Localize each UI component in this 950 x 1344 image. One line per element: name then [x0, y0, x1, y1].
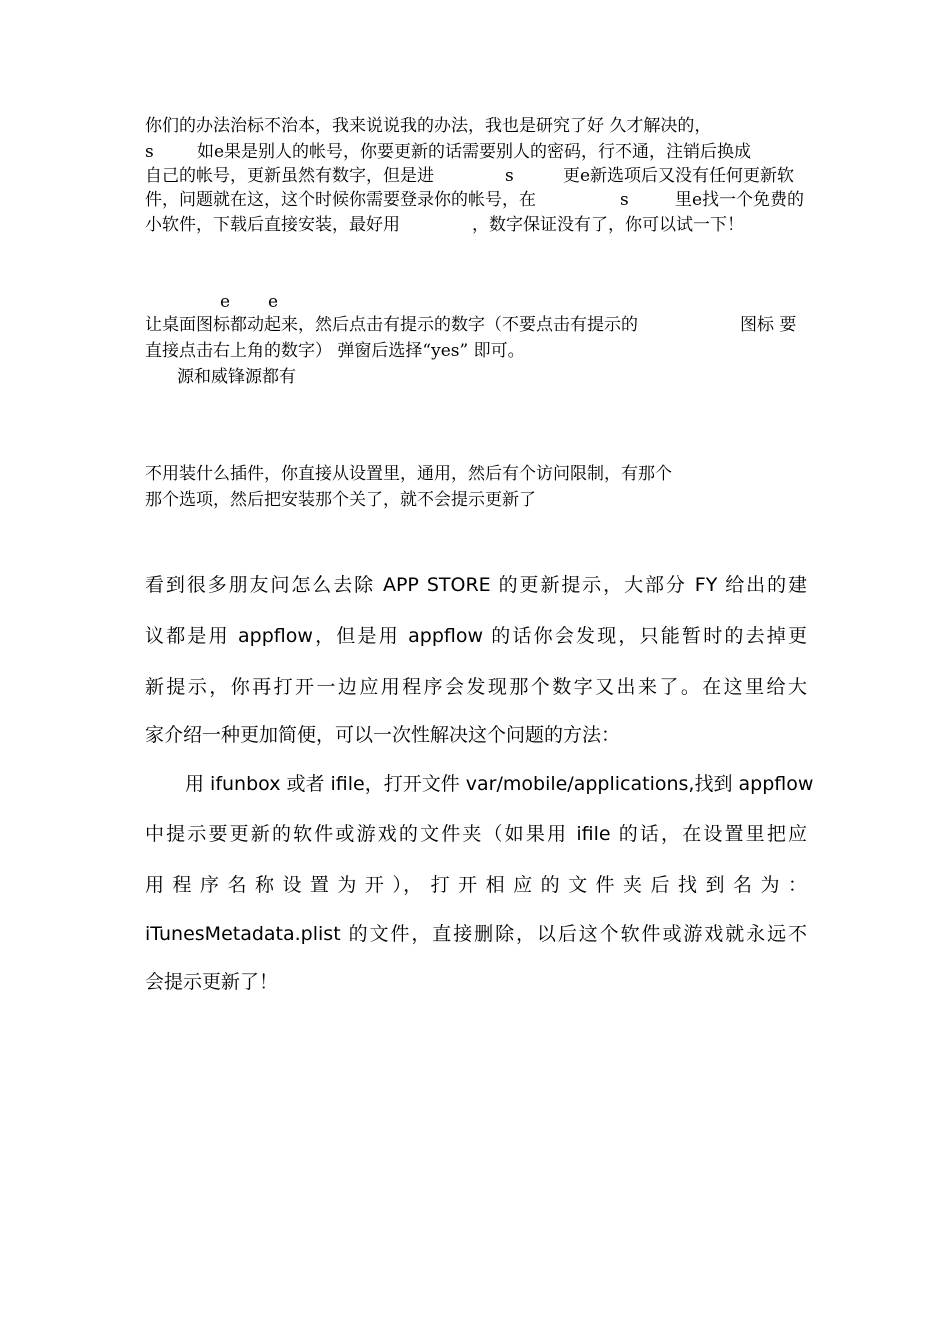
s2-line-2: 直接点击右上角的数字） 弹窗后选择“yes” 即可。 — [145, 341, 525, 361]
s3-line-1: 不用装什么插件，你直接从设置里，通用，然后有个访问限制，有那个 — [145, 464, 672, 484]
s4-p2-line-2: 中提示要更新的软件或游戏的文件夹（如果用 ifile 的话，在设置里把应 — [145, 823, 807, 845]
s4-p2-line-4: iTunesMetadata.plist 的文件，直接删除，以后这个软件或游戏就永远不 — [145, 923, 807, 945]
s2-fragment-e2: e — [268, 292, 279, 312]
s1-line-5: 小软件，下载后直接安装，最好用 — [145, 215, 400, 235]
s4-p2-line-5: 会提示更新了！ — [145, 971, 279, 993]
s1-line-3: 自己的帐号，更新虽然有数字，但是进 — [145, 166, 434, 186]
s3-line-2: 那个选项，然后把安装那个关了，就不会提示更新了 — [145, 490, 536, 510]
s2-fragment-e1: e — [220, 292, 231, 312]
s1-line-4-fragment: s — [620, 190, 629, 210]
s1-line-2: 如e果是别人的帐号，你要更新的话需要别人的密码，行不通，注销后换成 — [197, 142, 752, 162]
s1-line-1: 你们的办法治标不治本，我来说说我的办法，我也是研究了好 久才解决的， — [145, 116, 712, 136]
s1-line-4b: 里e找一个免费的 — [675, 190, 805, 210]
s2-line-1: 让桌面图标都动起来，然后点击有提示的数字（不要点击有提示的 — [145, 315, 638, 335]
s4-p1-line-4: 家介绍一种更加简便，可以一次性解决这个问题的方法： — [145, 724, 621, 746]
s4-p1-line-1: 看到很多朋友问怎么去除 APP STORE 的更新提示，大部分 FY 给出的建 — [145, 574, 807, 596]
s4-p2-line-3: 用 程 序 名 称 设 置 为 开 ）， 打 开 相 应 的 文 件 夹 后 找 到 名 为 ： — [145, 874, 807, 896]
s4-p1-line-2: 议都是用 appflow，但是用 appflow 的话你会发现，只能暂时的去掉更 — [145, 625, 807, 647]
s1-line-5b: ，数字保证没有了，你可以试一下！ — [472, 215, 744, 235]
s1-line-2-fragment: s — [145, 142, 154, 162]
s1-line-4: 件，问题就在这，这个时候你需要登录你的帐号，在 — [145, 190, 536, 210]
s1-line-3b: 更e新选项后又没有任何更新软 — [563, 166, 795, 186]
s4-p1-line-3: 新提示，你再打开一边应用程序会发现那个数字又出来了。在这里给大 — [145, 676, 807, 698]
s4-p2-line-1: 用 ifunbox 或者 ifile，打开文件 var/mobile/applications,找到 appflow — [185, 773, 814, 795]
s2-line-1b: 图标 要 — [740, 315, 797, 335]
s2-line-3: 源和威锋源都有 — [177, 367, 296, 387]
s1-line-3-fragment: s — [505, 166, 514, 186]
